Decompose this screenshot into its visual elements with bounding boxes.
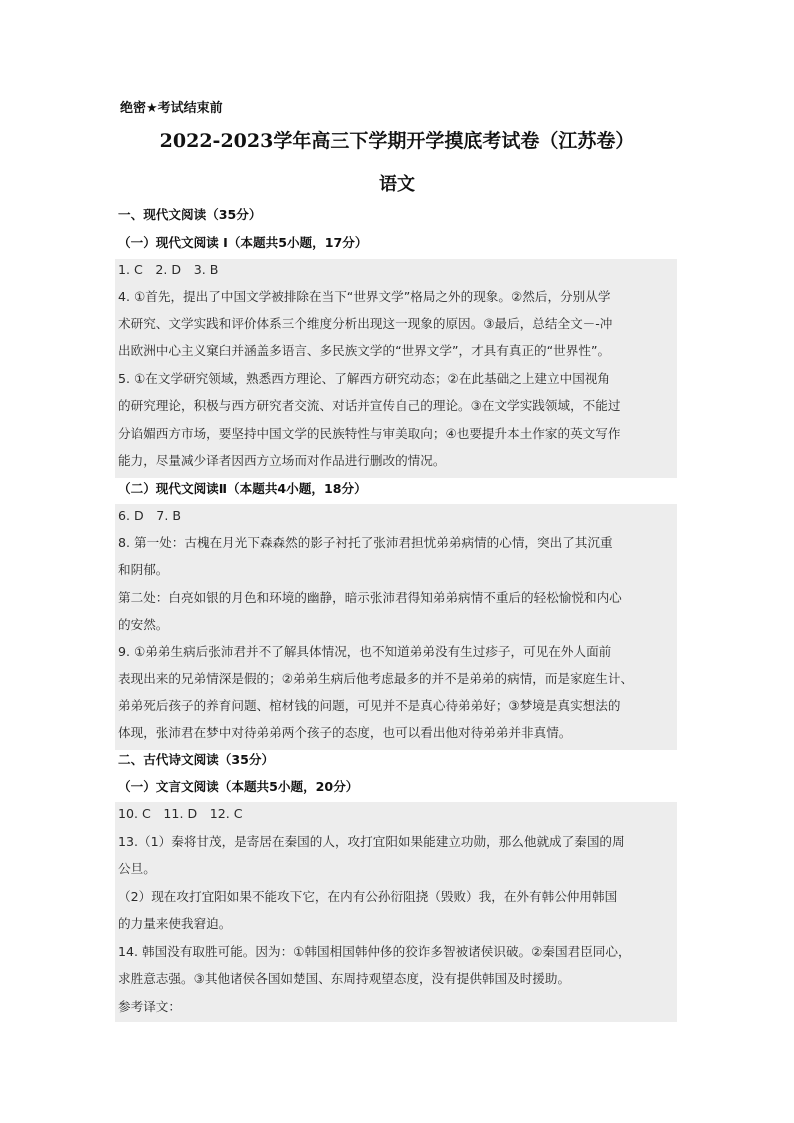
answer-line: 术研究、文学实践和评价体系三个维度分析出现这一现象的原因。③最后，总结全文－-冲 <box>118 316 613 331</box>
section-heading: 一、现代文阅读（35分） <box>118 207 262 222</box>
answer-line: 表现出来的兄弟情深是假的；②弟弟生病后他考虑最多的并不是弟弟的病情，而是家庭生计、 <box>118 671 634 686</box>
answer-line: 弟弟死后孩子的养育问题、棺材钱的问题，可见并不是真心待弟弟好；③梦境是真实想法的 <box>118 698 621 713</box>
confidential-label: 绝密★考试结束前 <box>120 101 223 116</box>
answer-line: 4. ①首先，提出了中国文学被排除在当下“世界文学”格局之外的现象。②然后，分别从学 <box>118 289 611 304</box>
answer-line: 5. ①在文学研究领域，熟悉西方理论、了解西方研究动态；②在此基础之上建立中国视角 <box>118 371 610 386</box>
answer-line: 10. C 11. D 12. C <box>118 806 243 821</box>
reference-translation-label: 参考译文： <box>118 999 181 1014</box>
subsection-heading: （一）文言文阅读（本题共5小题，20分） <box>118 779 359 794</box>
answer-line: 的研究理论，积极与西方研究者交流、对话并宣传自己的理论。③在文学实践领域，不能过 <box>118 398 621 413</box>
section-heading: 二、古代诗文阅读（35分） <box>118 752 275 767</box>
answer-line: 的力量来使我窘迫。 <box>118 916 232 931</box>
answer-line: 能力，尽量减少译者因西方立场而对作品进行删改的情况。 <box>118 453 446 468</box>
answer-line: 8. 第一处：古槐在月光下森森然的影子衬托了张沛君担忧弟弟病情的心情，突出了其沉重 <box>118 535 613 550</box>
answer-line: 13.（1）秦将甘茂，是寄居在秦国的人，攻打宜阳如果能建立功勋，那么他就成了秦国的周 <box>118 834 625 849</box>
answer-line: 1. C 2. D 3. B <box>118 262 219 277</box>
answer-line: 体现，张沛君在梦中对待弟弟两个孩子的态度，也可以看出他对待弟弟并非真情。 <box>118 725 572 740</box>
answer-line: 分谄媚西方市场，要坚持中国文学的民族特性与审美取向；④也要提升本土作家的英文写作 <box>118 426 621 441</box>
subsection-heading: （一）现代文阅读 I（本题共5小题，17分） <box>118 235 368 250</box>
answer-line: 的安然。 <box>118 617 169 632</box>
answer-line: 和阴郁。 <box>118 562 169 577</box>
answer-line: 6. D 7. B <box>118 508 181 523</box>
page-title: 2022-2023学年高三下学期开学摸底考试卷（江苏卷） <box>159 130 635 152</box>
subsection-heading: （二）现代文阅读Ⅱ（本题共4小题，18分） <box>118 481 367 496</box>
answer-line: 第二处：白亮如银的月色和环境的幽静，暗示张沛君得知弟弟病情不重后的轻松愉悦和内心 <box>118 590 622 605</box>
answer-line: 出欧洲中心主义窠臼并涵盖多语言、多民族文学的“世界文学”，才具有真正的“世界性”。 <box>118 343 611 358</box>
answer-line: （2）现在攻打宜阳如果不能攻下它，在内有公孙衍阻挠（毁败）我，在外有韩公仲用韩国 <box>118 889 618 904</box>
answer-line: 14. 韩国没有取胜可能。因为：①韩国相国韩仲侈的狡诈多智被诸侯识破。②秦国君臣同心， <box>118 944 631 959</box>
subject-title: 语文 <box>379 174 415 195</box>
answer-line: 公旦。 <box>118 861 156 876</box>
answer-line: 求胜意志强。③其他诸侯各国如楚国、东周持观望态度，没有提供韩国及时援助。 <box>118 971 571 986</box>
answer-line: 9. ①弟弟生病后张沛君并不了解具体情况，也不知道弟弟没有生过疹子，可见在外人面前 <box>118 644 612 659</box>
